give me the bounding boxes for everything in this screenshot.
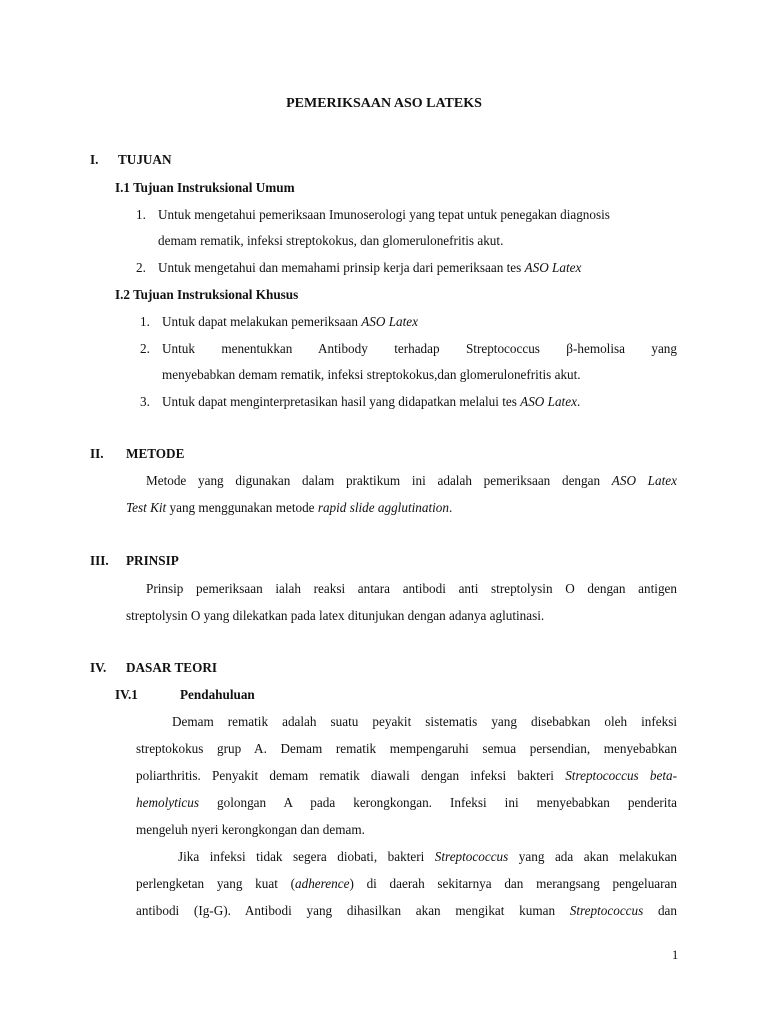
list-item-text: Untuk mengetahui dan memahami prinsip kerja dari pemeriksaan tes ASO Latex	[158, 260, 582, 275]
paragraph-line: hemolyticus golongan A pada kerongkongan. Infeksi ini menyebabkan penderita	[136, 795, 677, 810]
section-number-prinsip: III.	[90, 553, 109, 568]
section-heading-tujuan: TUJUAN	[118, 152, 172, 167]
paragraph-line: streptokokus grup A. Demam rematik mempengaruhi semua persendian, menyebabkan	[136, 741, 677, 756]
list-item-text: Untuk dapat menginterpretasikan hasil yang didapatkan melalui tes ASO Latex.	[162, 394, 581, 409]
list-number: 1.	[140, 314, 150, 329]
list-number: 2.	[136, 260, 146, 275]
list-item-text: menyebabkan demam rematik, infeksi streptokokus,dan glomerulonefritis akut.	[162, 367, 581, 382]
list-item-text: demam rematik, infeksi streptokokus, dan glomerulonefritis akut.	[158, 233, 504, 248]
subsection-number: IV.1	[115, 687, 138, 702]
section-number-dasar-teori: IV.	[90, 660, 107, 675]
paragraph-line: Metode yang digunakan dalam praktikum ini adalah pemeriksaan dengan ASO Latex	[146, 473, 677, 488]
subsection-heading: Pendahuluan	[180, 687, 255, 702]
list-item-text: Untuk dapat melakukan pemeriksaan ASO Latex	[162, 314, 418, 329]
paragraph-line: perlengketan yang kuat (adherence) di daerah sekitarnya dan merangsang pengeluaran	[136, 876, 677, 891]
section-heading-prinsip: PRINSIP	[126, 553, 179, 568]
list-item-text: Untuk mengetahui pemeriksaan Imunoserologi yang tepat untuk penegakan diagnosis	[158, 207, 610, 222]
subheading-tujuan-umum: I.1 Tujuan Instruksional Umum	[115, 180, 295, 195]
list-number: 1.	[136, 207, 146, 222]
section-number-tujuan: I.	[90, 152, 99, 167]
section-heading-dasar-teori: DASAR TEORI	[126, 660, 217, 675]
paragraph-line: Prinsip pemeriksaan ialah reaksi antara antibodi anti streptolysin O dengan antigen	[146, 581, 677, 596]
paragraph-line: streptolysin O yang dilekatkan pada latex ditunjukan dengan adanya aglutinasi.	[126, 608, 545, 623]
section-heading-metode: METODE	[126, 446, 185, 461]
subheading-tujuan-khusus: I.2 Tujuan Instruksional Khusus	[115, 287, 299, 302]
paragraph-line: mengeluh nyeri kerongkongan dan demam.	[136, 822, 365, 837]
paragraph-line: Demam rematik adalah suatu peyakit sistematis yang disebabkan oleh infeksi	[172, 714, 677, 729]
paragraph-line: Test Kit yang menggunakan metode rapid slide agglutination.	[126, 500, 453, 515]
list-item-text: Untuk menentukkan Antibody terhadap Streptococcus β-hemolisa yang	[162, 341, 677, 356]
document-title: PEMERIKSAAN ASO LATEKS	[286, 96, 482, 111]
list-number: 2.	[140, 341, 150, 356]
paragraph-line: Jika infeksi tidak segera diobati, bakteri Streptococcus yang ada akan melakukan	[178, 849, 678, 864]
list-number: 3.	[140, 394, 150, 409]
section-number-metode: II.	[90, 446, 104, 461]
paragraph-line: antibodi (Ig-G). Antibodi yang dihasilkan akan mengikat kuman Streptococcus dan	[136, 903, 678, 918]
page-number: 1	[672, 948, 679, 962]
paragraph-line: poliarthritis. Penyakit demam rematik diawali dengan infeksi bakteri Streptococcus beta-	[136, 768, 677, 783]
